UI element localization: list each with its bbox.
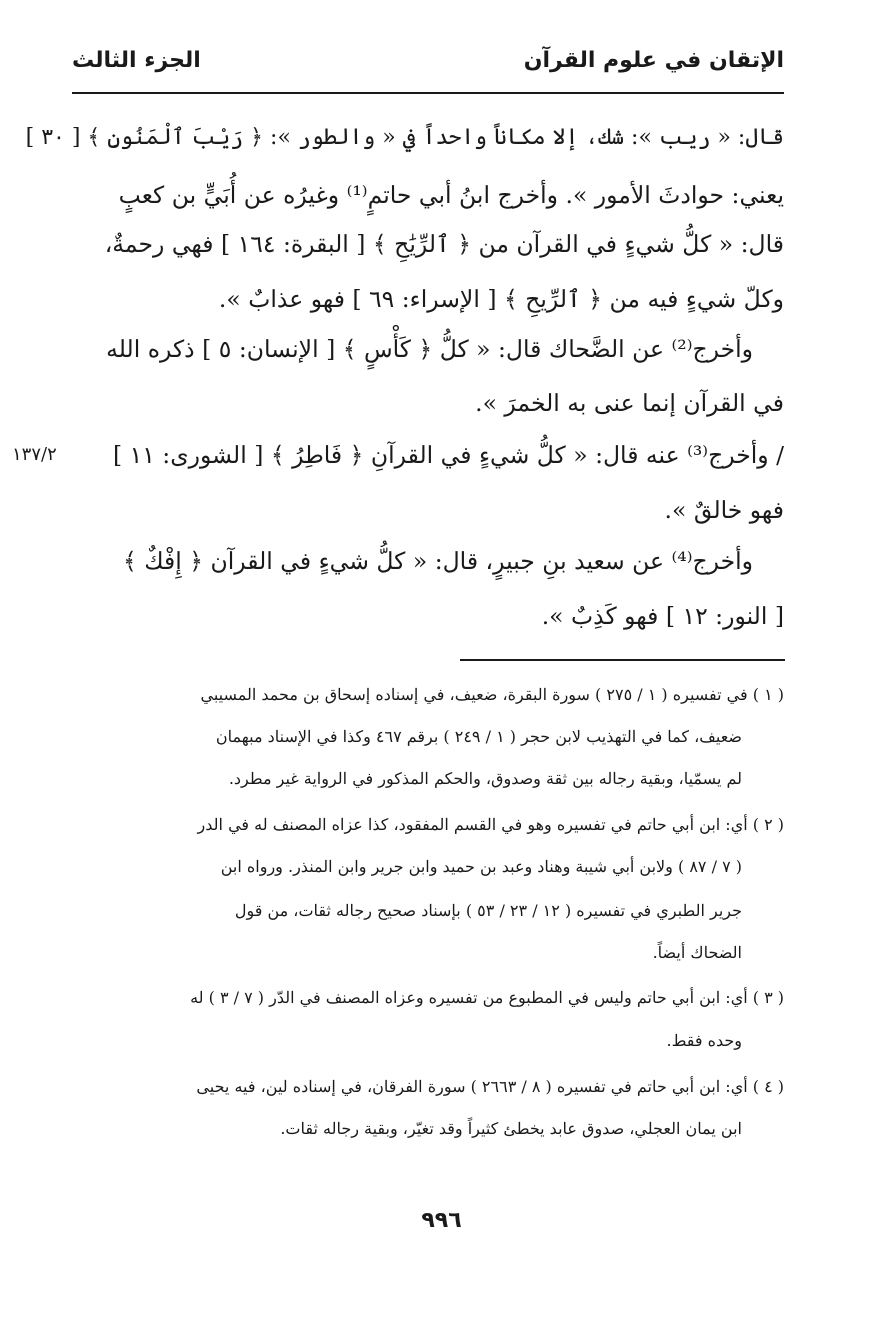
body-line: وأخرج⁽²⁾ عن الضَّحاك قال: « كلُّ ﴿ كَأْسٍ ﴾ [ الإنسان: ٥ ] ذكره الله (106, 335, 753, 363)
footnote-line: لم يسمّيا، وبقية رجاله بين ثقة وصدوق، والحكم المذكور في الرواية غير مطرد. (228, 769, 742, 788)
footnote-line: وحده فقط. (666, 1031, 742, 1050)
body-line: قال: « ريب »: شك، إلا مكاناً واحداً في « والطور »: ﴿ رَيْبَ ٱلْمَنُونِ ﴾ [ ٣٠ ] (25, 125, 784, 150)
book-title: الإتقان في علوم القرآن (523, 48, 784, 73)
footnote-line: ( ٤ ) أي: ابن أبي حاتم في تفسيره ( ٨ / ٢٦٦٣ ) سورة الفرقان، في إسناده لين، فيه يحيى (196, 1077, 784, 1096)
footnote-line: جرير الطبري في تفسيره ( ١٢ / ٢٣ / ٥٣ ) بإسناد صحيح رجاله ثقات، من قول (234, 901, 742, 920)
margin-page-reference: ١٣٧/٢ (12, 444, 57, 465)
footnote-line: ضعيف، كما في التهذيب لابن حجر ( ١ / ٢٤٩ ) برقم ٤٦٧ وكذا في الإسناد مبهمان (215, 727, 742, 746)
footnote-line: ( ١ ) في تفسيره ( ١ / ٢٧٥ ) سورة البقرة، ضعيف، في إسناده إسحاق بن محمد المسيبي (200, 685, 784, 704)
body-line: قال: « كلُّ شيءٍ في القرآن من ﴿ ٱلرِّيَٰحِ ﴾ [ البقرة: ١٦٤ ] فهي رحمةٌ، (104, 230, 784, 258)
footnote-line: ( ٣ ) أي: ابن أبي حاتم وليس في المطبوع من تفسيره وعزاه المصنف في الدّر ( ٧ / ٣ ) له (190, 988, 784, 1007)
footnote-line: ( ٧ / ٨٧ ) ولابن أبي شيبة وهناد وعبد بن حميد وابن جرير وابن المنذر. ورواه ابن (220, 857, 742, 876)
body-line: وأخرج⁽⁴⁾ عن سعيد بنِ جبيرٍ، قال: « كلُّ شيءٍ في القرآن ﴿ إِفْكٌ ﴾ (122, 547, 753, 575)
body-line: / وأخرج⁽³⁾ عنه قال: « كلُّ شيءٍ في القرآنِ ﴿ فَاطِرُ ﴾ [ الشورى: ١١ ] (112, 441, 784, 469)
footnote-line: ابن يمان العجلي، صدوق عابد يخطئ كثيراً وقد تغيّر، وبقية رجاله ثقات. (280, 1119, 742, 1138)
body-line: يعني: حوادثَ الأمور ». وأخرج ابنُ أبي حاتمٍ⁽¹⁾ وغيرُه عن أُبَيٍّ بن كعبٍ (118, 181, 784, 209)
body-line: [ النور: ١٢ ] فهو كَذِبٌ ». (541, 602, 784, 630)
page-header (72, 48, 784, 88)
body-line: فهو خالقٌ ». (664, 496, 784, 524)
page-number: ٩٩٦ (421, 1208, 462, 1233)
footnote-line: ( ٢ ) أي: ابن أبي حاتم في تفسيره وهو في القسم المفقود، كذا عزاه المصنف له في الدر (197, 815, 784, 834)
footnote-divider (460, 659, 785, 661)
volume-label: الجزء الثالث (72, 48, 201, 73)
header-divider (72, 92, 784, 94)
body-line: في القرآن إنما عنى به الخمرَ ». (475, 389, 784, 417)
footnote-line: الضحاك أيضاً. (652, 943, 742, 962)
body-line: وكلّ شيءٍ فيه من ﴿ ٱلرِّيحِ ﴾ [ الإسراء: ٦٩ ] فهو عذابٌ ». (218, 285, 784, 313)
